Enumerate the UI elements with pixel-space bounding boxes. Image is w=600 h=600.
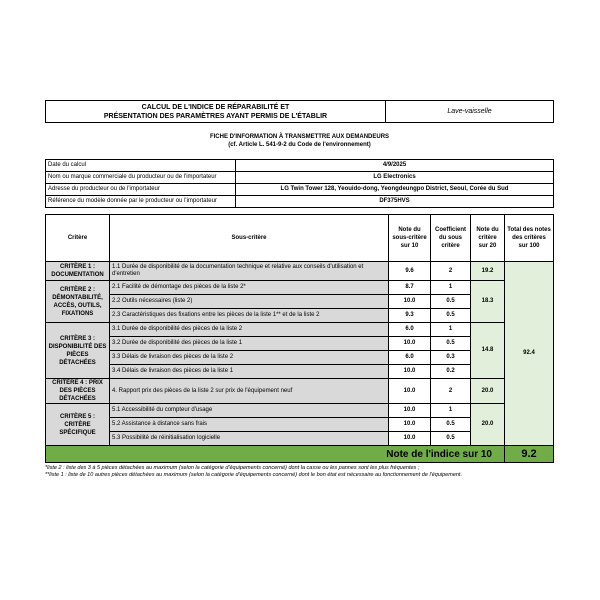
col-sous-critere: Sous-critère <box>110 215 389 262</box>
sub-criterion-label: 3.2 Durée de disponibilité des pièces de la liste 1 <box>110 337 389 351</box>
info-label: Date du calcul <box>46 160 236 172</box>
info-value: LG Twin Tower 128, Yeouido-dong, Yeongdeungpo District, Seoul, Corée du Sud <box>236 184 554 196</box>
sub-note: 10.0 <box>389 365 431 379</box>
info-row <box>46 196 554 208</box>
sub-coef: 0.5 <box>431 337 471 351</box>
sub-coef: 2 <box>431 262 471 281</box>
sub-criterion-label: 5.1 Accessibilité du compteur d'usage <box>110 404 389 418</box>
sub-note: 8.7 <box>389 281 431 295</box>
sub-criterion-label: 4. Rapport prix des pièces de la liste 2 sur prix de l'équipement neuf <box>110 379 389 404</box>
sub-coef: 1 <box>431 323 471 337</box>
col-note-critere: Note du critère sur 20 <box>471 215 505 262</box>
sub-coef: 1 <box>431 404 471 418</box>
sub-criterion-label: 5.2 Assistance à distance sans frais <box>110 418 389 432</box>
criterion-score: 20.0 <box>471 404 505 446</box>
sub-criterion-label: 2.2 Outils nécessaires (liste 2) <box>110 295 389 309</box>
sub-coef: 1 <box>431 281 471 295</box>
sub-coef: 0.5 <box>431 418 471 432</box>
total-100: 92.4 <box>505 262 554 446</box>
info-table <box>45 159 554 208</box>
criterion-name: CRITÈRE 5 : CRITÈRE SPÉCIFIQUE <box>46 404 110 446</box>
sub-note: 10.0 <box>389 379 431 404</box>
sub-coef: 2 <box>431 379 471 404</box>
footnote-liste-1: **liste 1 : liste de 10 autres pièces détachées au maximum (selon la catégorie d'équipements concerné) dont le bon état est nécessaire au fonctionnement de l'équipement. <box>45 472 462 478</box>
info-label: Référence du modèle donnée par le producteur ou l'importateur <box>46 196 236 208</box>
info-label: Adresse du producteur ou de l'importateur <box>46 184 236 196</box>
title-line-2: PRÉSENTATION DES PARAMÈTRES AYANT PERMIS DE L'ÉTABLIR <box>103 112 328 120</box>
sub-coef: 0.3 <box>431 351 471 365</box>
info-row <box>46 184 554 196</box>
sub-criterion-label: 3.3 Délais de livraison des pièces de la liste 2 <box>110 351 389 365</box>
final-score-label: Note de l'indice sur 10 <box>46 446 505 463</box>
fiche-line-1: FICHE D'INFORMATION À TRANSMETTRE AUX DEMANDEURS <box>209 134 390 140</box>
fiche-heading <box>45 133 554 149</box>
repairability-sheet <box>45 100 554 479</box>
info-value: DF375HVS <box>236 196 554 208</box>
header-table <box>45 100 554 123</box>
sub-criterion-label: 1.1 Durée de disponibilité de la documentation technique et relative aux conseils d'utilisation et d'entretien <box>110 262 389 281</box>
sub-note: 9.6 <box>389 262 431 281</box>
sub-coef: 0.2 <box>431 365 471 379</box>
sub-criterion-label: 3.4 Délais de livraison des pièces de la liste 1 <box>110 365 389 379</box>
sub-coef: 0.5 <box>431 432 471 446</box>
sub-criterion-label: 3.1 Durée de disponibilité des pièces de la liste 2 <box>110 323 389 337</box>
info-row <box>46 160 554 172</box>
table-row <box>46 404 554 418</box>
sheet-title <box>46 101 386 123</box>
sub-note: 10.0 <box>389 432 431 446</box>
criterion-score: 14.8 <box>471 323 505 379</box>
criterion-name: CRITÈRE 2 : DÉMONTABILITÉ, ACCÈS, OUTILS, FIXATIONS <box>46 281 110 323</box>
criterion-score: 20.0 <box>471 379 505 404</box>
criterion-name: CRITÈRE 4 : PRIX DES PIÈCES DÉTACHÉES <box>46 379 110 404</box>
criterion-name: CRITÈRE 3 : DISPONIBILITÉ DES PIÈCES DÉTACHÉES <box>46 323 110 379</box>
scores-table <box>45 214 554 463</box>
sub-note: 6.0 <box>389 351 431 365</box>
info-row <box>46 172 554 184</box>
sub-coef: 0.5 <box>431 309 471 323</box>
footnotes <box>45 465 554 479</box>
sub-criterion-label: 2.3 Caractéristiques des fixations entre les pièces de la liste 1** et de la liste 2 <box>110 309 389 323</box>
sub-criterion-label: 5.3 Possibilité de réinitialisation logicielle <box>110 432 389 446</box>
info-value: LG Electronics <box>236 172 554 184</box>
table-row <box>46 281 554 295</box>
col-coef: Coefficient du sous critère <box>431 215 471 262</box>
table-row <box>46 323 554 337</box>
sub-criterion-label: 2.1 Facilité de démontage des pièces de la liste 2* <box>110 281 389 295</box>
col-critere: Critère <box>46 215 110 262</box>
product-type: Lave-vaisselle <box>386 101 554 123</box>
info-value: 4/9/2025 <box>236 160 554 172</box>
criterion-score: 19.2 <box>471 262 505 281</box>
sub-note: 10.0 <box>389 295 431 309</box>
scores-header-row <box>46 215 554 262</box>
info-label: Nom ou marque commerciale du producteur ou de l'importateur <box>46 172 236 184</box>
final-score-row <box>46 446 554 463</box>
criterion-score: 18.3 <box>471 281 505 323</box>
sub-note: 9.3 <box>389 309 431 323</box>
table-row <box>46 262 554 281</box>
sub-note: 10.0 <box>389 404 431 418</box>
criterion-name: CRITÈRE 1 : DOCUMENTATION <box>46 262 110 281</box>
col-total: Total des notes des critères sur 100 <box>505 215 554 262</box>
sub-note: 10.0 <box>389 337 431 351</box>
sub-note: 10.0 <box>389 418 431 432</box>
footnote-liste-2: *liste 2 : liste des 3 à 5 pièces détachées au maximum (selon la catégorie d'équipements concerné) dont la casse ou les pannes sont les plus fréquentes ; <box>45 465 420 471</box>
title-line-1: CALCUL DE L'INDICE DE RÉPARABILITÉ ET <box>141 103 290 111</box>
fiche-line-2: (cf. Article L. 541-9-2 du Code de l'environnement) <box>228 142 371 148</box>
table-row <box>46 379 554 404</box>
final-score-value: 9.2 <box>505 446 554 463</box>
sub-note: 6.0 <box>389 323 431 337</box>
sub-coef: 0.5 <box>431 295 471 309</box>
col-note-sous: Note du sous-critère sur 10 <box>389 215 431 262</box>
